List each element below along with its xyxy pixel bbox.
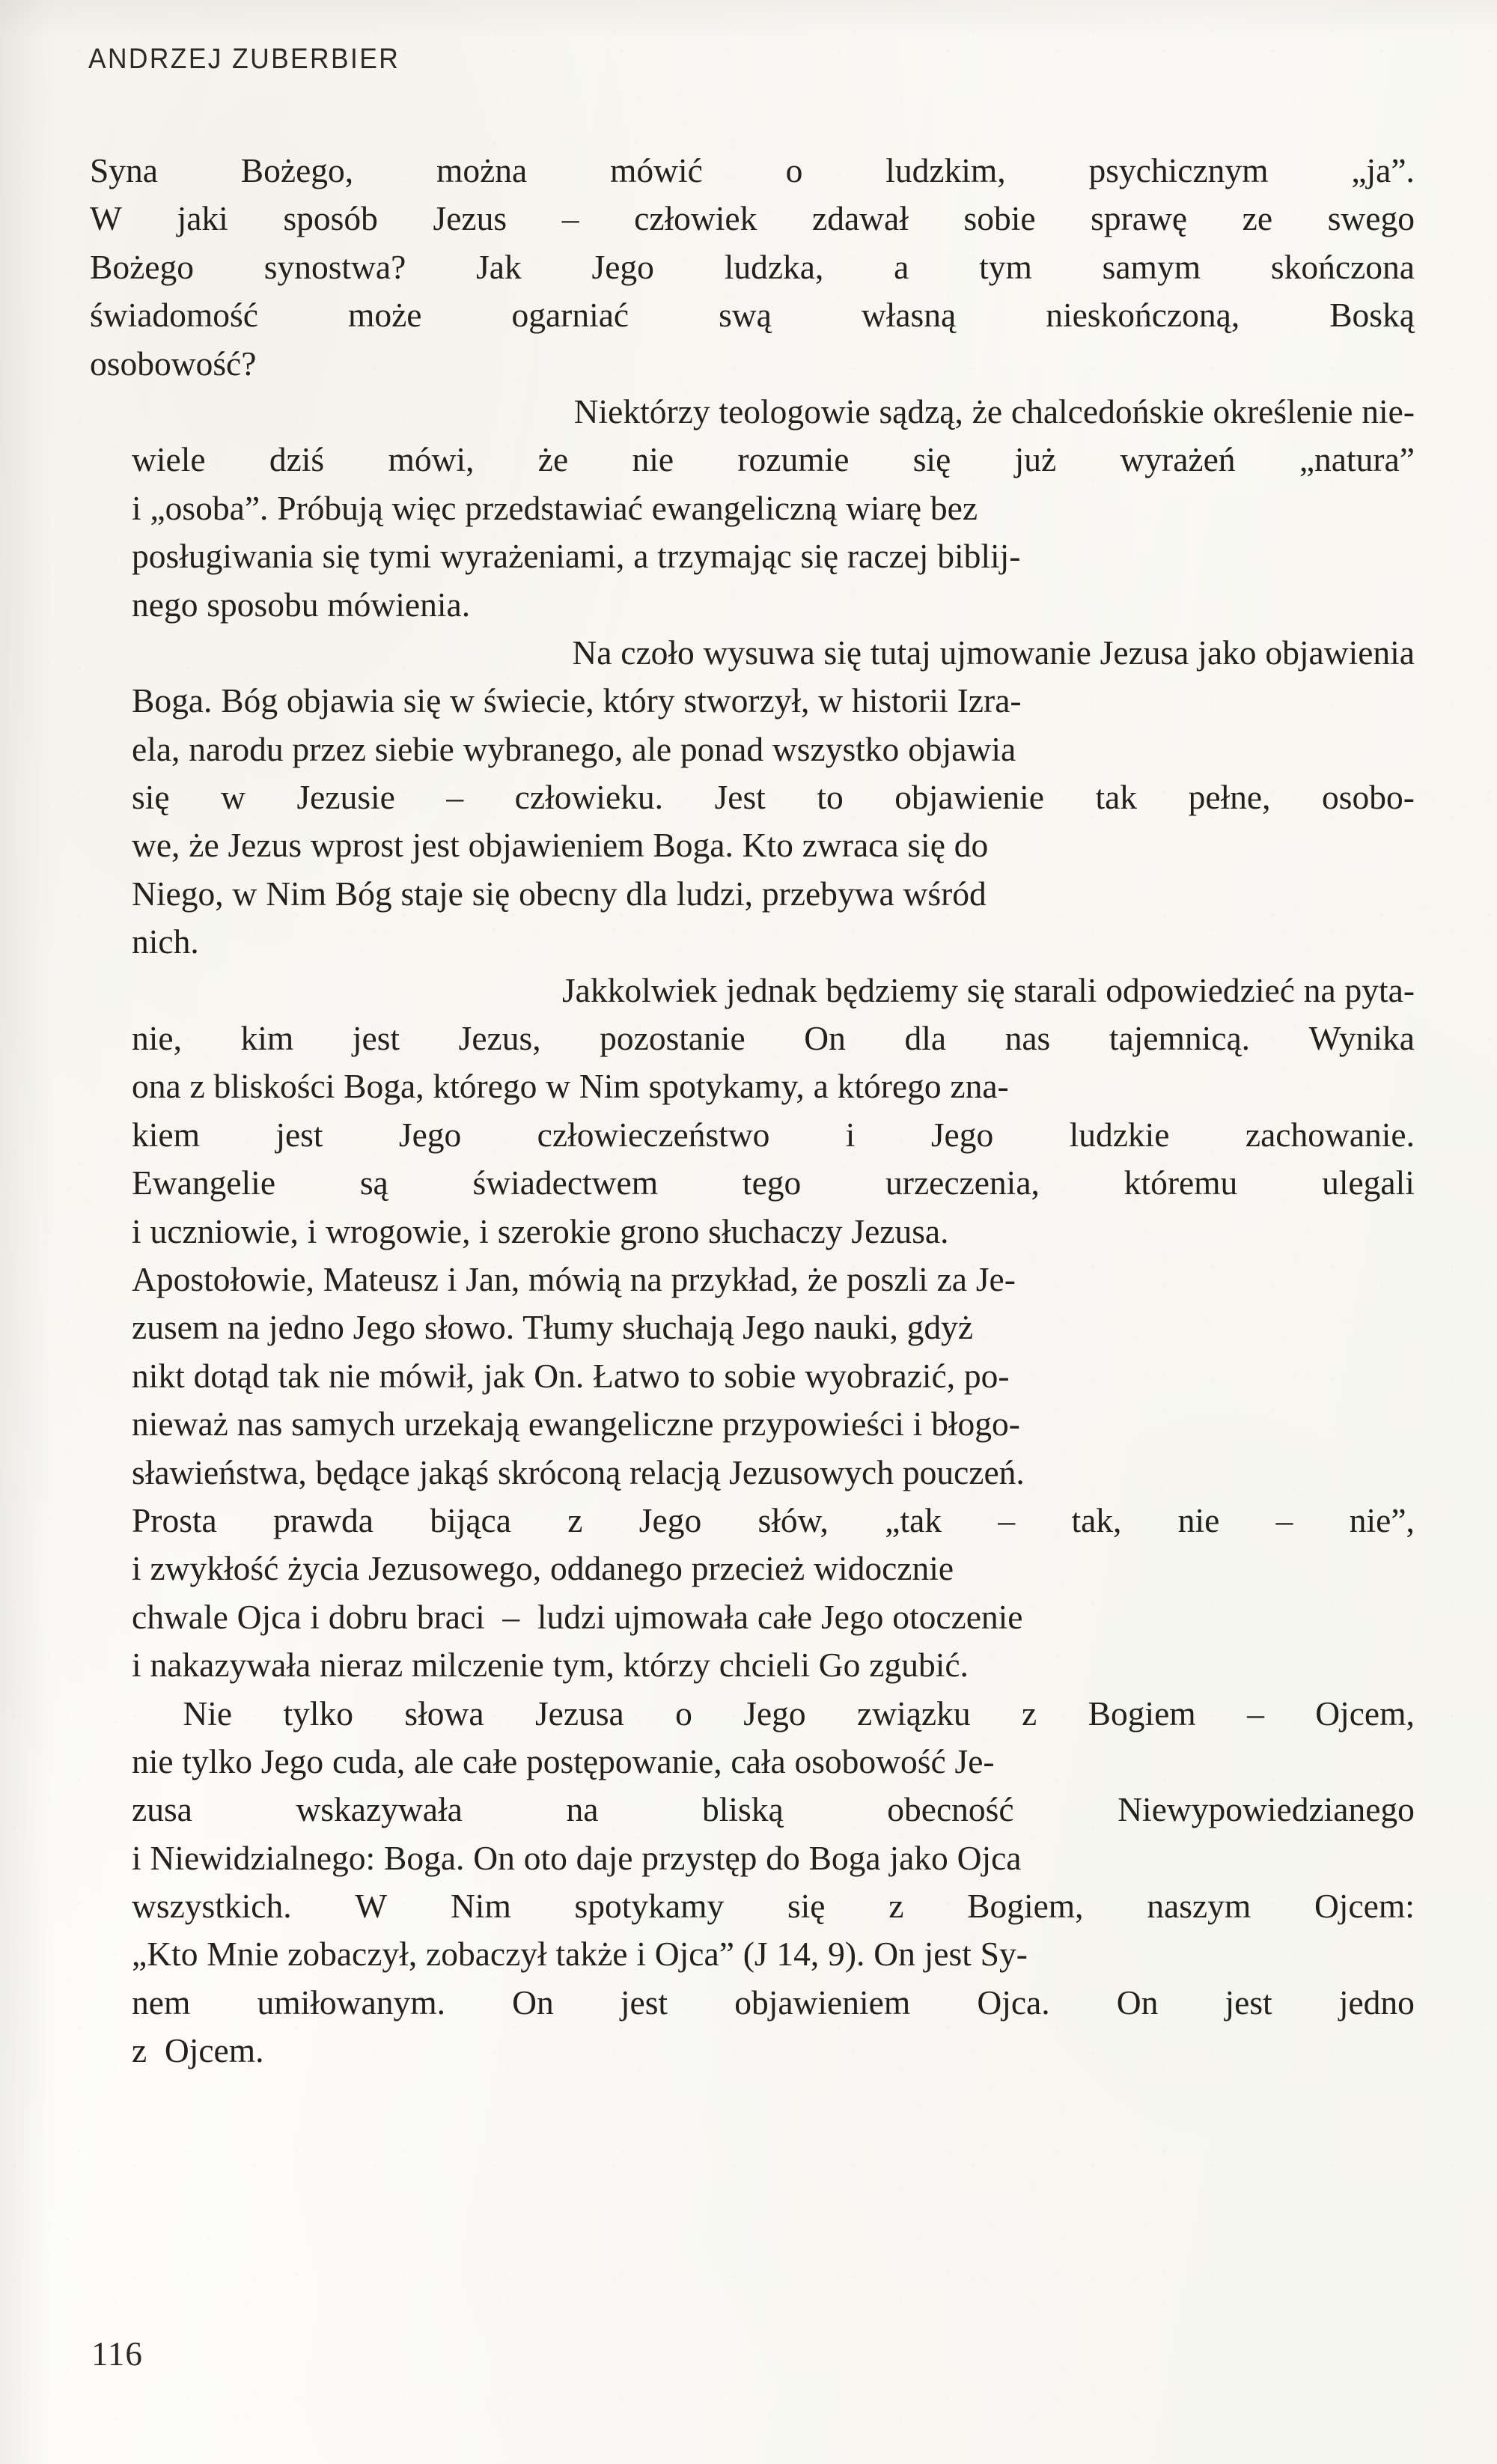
text-run: o	[675, 1694, 692, 1733]
text-run: związku	[857, 1694, 971, 1733]
text-run: –	[446, 778, 464, 817]
text-line	[90, 1400, 1415, 1448]
text-run: Jezusa	[534, 1694, 624, 1733]
text-line	[90, 581, 1415, 629]
text-run: nego sposobu mówienia.	[132, 585, 471, 624]
text-run: sprawę	[1091, 199, 1188, 238]
text-run: nie tylko Jego cuda, ale całe postępowanie, cała osobowość Je-	[132, 1741, 995, 1780]
text-line	[90, 532, 1415, 580]
text-run: W	[90, 199, 122, 238]
text-run: pozostanie	[600, 1019, 746, 1058]
text-run: na	[566, 1790, 599, 1829]
text-run: ludzkie	[1069, 1115, 1170, 1154]
text-run: psychicznym	[1088, 151, 1269, 189]
text-run: Jak	[476, 247, 522, 286]
text-run: Niewypowiedzianego	[1118, 1790, 1415, 1829]
text-run: mówić	[610, 151, 703, 189]
text-run: Jakkolwiek jednak będziemy się starali odpowiedzieć na pyta-	[561, 970, 1415, 1009]
text-run: tajemnicą.	[1109, 1019, 1251, 1058]
text-run: człowiek	[634, 199, 757, 238]
text-run: ogarniać	[511, 296, 629, 335]
text-line	[90, 1641, 1415, 1689]
text-line	[90, 1786, 1415, 1834]
text-line	[90, 1545, 1415, 1593]
text-line	[90, 340, 1415, 388]
text-run: ze	[1242, 199, 1273, 238]
text-run: tylko	[283, 1694, 354, 1733]
text-run: słów,	[757, 1500, 829, 1539]
text-run: i „osoba”. Próbują więc przedstawiać ewangeliczną wiarę bez	[132, 488, 978, 527]
text-line	[90, 629, 1415, 677]
text-run: ona z bliskości Boga, którego w Nim spotykamy, a którego zna-	[132, 1067, 1009, 1106]
text-run: słowa	[404, 1694, 484, 1733]
text-run: „tak	[885, 1500, 942, 1539]
text-run: objawieniem	[734, 1983, 911, 2022]
page-number: 116	[91, 2335, 143, 2373]
text-run: bliską	[702, 1790, 784, 1829]
text-run: Nim	[450, 1887, 511, 1926]
text-run: nieważ nas samych urzekają ewangeliczne przypowieści i błogo-	[132, 1405, 1020, 1444]
text-run: nie,	[132, 1019, 182, 1058]
text-line	[90, 1111, 1415, 1159]
text-run: –	[561, 199, 579, 238]
text-run: dla	[904, 1019, 947, 1058]
text-run: człowieczeństwo	[537, 1115, 770, 1154]
text-run: jaki	[177, 199, 228, 238]
text-run: ludzkim,	[885, 151, 1006, 189]
text-run: Nie	[183, 1694, 233, 1733]
text-run: się	[132, 778, 170, 817]
text-run: urzeczenia,	[885, 1163, 1040, 1202]
text-line	[90, 291, 1415, 339]
text-run: człowieku.	[514, 778, 664, 817]
text-run: Boską	[1329, 296, 1415, 335]
text-run: świadectwem	[472, 1163, 659, 1202]
text-run: W	[355, 1887, 388, 1926]
text-run: ulegali	[1322, 1163, 1415, 1202]
text-run: „natura”	[1299, 440, 1415, 479]
text-run: osobo-	[1322, 778, 1415, 817]
text-run: posługiwania się tymi wyrażeniami, a trzymając się raczej biblij-	[132, 537, 1021, 576]
text-run: ludzka,	[724, 247, 824, 286]
text-run: że	[537, 440, 569, 479]
text-line	[90, 243, 1415, 291]
text-run: z Ojcem.	[132, 2031, 264, 2070]
paragraph	[90, 147, 1415, 388]
text-run: wszystkich.	[132, 1887, 292, 1926]
text-line	[90, 1497, 1415, 1545]
text-run: są	[359, 1163, 388, 1202]
text-run: Jego	[930, 1115, 994, 1154]
paragraph	[90, 967, 1415, 1690]
text-run: z	[567, 1500, 583, 1539]
text-line	[90, 1690, 1415, 1738]
text-line	[90, 1159, 1415, 1207]
text-run: On	[512, 1983, 554, 2022]
text-run: i nakazywała nieraz milczenie tym, którzy chcieli Go zgubić.	[132, 1646, 969, 1685]
text-line	[90, 773, 1415, 821]
text-run: jest	[1225, 1983, 1272, 2022]
text-run: Ewangelie	[132, 1163, 276, 1202]
text-run: Jego	[591, 247, 654, 286]
text-run: nieskończoną,	[1046, 296, 1240, 335]
scan-edge-shadow-top	[0, 0, 1497, 37]
paragraph	[90, 1690, 1415, 2075]
text-run: –	[998, 1500, 1016, 1539]
text-run: sposób	[283, 199, 378, 238]
text-run: swego	[1327, 199, 1415, 238]
text-run: własną	[861, 296, 957, 335]
text-line	[90, 147, 1415, 195]
text-line	[90, 1015, 1415, 1062]
text-run: ela, narodu przez siebie wybranego, ale ponad wszystko objawia	[132, 729, 1016, 768]
text-run: Jego	[743, 1694, 806, 1733]
text-run: Na czoło wysuwa się tutaj ujmowanie Jezusa jako objawienia	[572, 633, 1415, 672]
text-line	[90, 870, 1415, 918]
text-run: Bogiem,	[967, 1887, 1084, 1926]
text-run: to	[817, 778, 844, 817]
text-run: dziś	[269, 440, 325, 479]
running-head-author: ANDRZEJ ZUBERBIER	[88, 43, 400, 75]
text-run: Ojca.	[977, 1983, 1050, 2022]
text-run: z	[888, 1887, 904, 1926]
text-run: objawienie	[894, 778, 1044, 817]
text-line	[90, 1930, 1415, 1978]
text-line	[90, 918, 1415, 966]
text-run: we, że Jezus wprost jest objawieniem Boga. Kto zwraca się do	[132, 826, 989, 865]
text-run: nas	[1004, 1019, 1051, 1058]
text-run: Bogiem	[1088, 1694, 1196, 1733]
text-run: –	[1275, 1500, 1293, 1539]
text-line	[90, 1062, 1415, 1110]
text-run: i zwykłość życia Jezusowego, oddanego przecież widocznie	[132, 1549, 954, 1588]
scan-edge-shadow-left	[0, 0, 52, 2464]
text-run: już	[1014, 440, 1057, 479]
text-run: a	[894, 247, 909, 286]
text-run: z	[1022, 1694, 1037, 1733]
text-run: zdawał	[812, 199, 909, 238]
text-line	[90, 725, 1415, 773]
text-line	[90, 821, 1415, 869]
text-line	[90, 2027, 1415, 2075]
text-run: może	[347, 296, 422, 335]
text-line	[90, 1738, 1415, 1786]
text-run: nie”,	[1349, 1500, 1415, 1539]
text-run: kiem	[132, 1115, 200, 1154]
text-run: Jego	[638, 1500, 702, 1539]
text-run: Jego	[398, 1115, 462, 1154]
text-run: nie	[632, 440, 674, 479]
text-run: Wynika	[1308, 1019, 1415, 1058]
text-line	[90, 1834, 1415, 1882]
text-run: nem	[132, 1983, 191, 2022]
text-run: pełne,	[1188, 778, 1271, 817]
text-line	[90, 484, 1415, 532]
text-run: osobowość?	[90, 344, 257, 383]
text-run: zachowanie.	[1245, 1115, 1415, 1154]
text-run: sobie	[963, 199, 1036, 238]
text-run: o	[785, 151, 803, 189]
text-run: i Niewidzialnego: Boga. On oto daje przystęp do Boga jako Ojca	[132, 1838, 1022, 1877]
text-run: wskazywała	[296, 1790, 463, 1829]
text-line	[90, 1593, 1415, 1641]
text-line	[90, 1979, 1415, 2027]
text-run: tak	[1095, 778, 1138, 817]
text-run: tym	[979, 247, 1032, 286]
text-run: umiłowanym.	[257, 1983, 445, 2022]
text-line	[90, 1352, 1415, 1400]
text-run: „ja”.	[1351, 151, 1415, 189]
text-run: Niektórzy teologowie sądzą, że chalcedońskie określenie nie-	[573, 392, 1415, 431]
text-run: samym	[1102, 247, 1201, 286]
text-run: jest	[352, 1019, 400, 1058]
text-run: Bożego,	[240, 151, 354, 189]
text-run: Ojcem:	[1314, 1887, 1415, 1926]
text-run: się	[787, 1887, 826, 1926]
paragraph	[90, 629, 1415, 967]
text-line	[90, 1882, 1415, 1930]
text-run: nich.	[132, 922, 199, 961]
text-run: tak,	[1071, 1500, 1122, 1539]
text-run: mówi,	[388, 440, 475, 479]
text-line	[90, 1449, 1415, 1497]
text-line	[90, 1208, 1415, 1256]
text-run: się	[912, 440, 951, 479]
text-run: naszym	[1147, 1887, 1251, 1926]
text-line	[90, 388, 1415, 436]
text-run: wiele	[132, 440, 206, 479]
text-run: skończona	[1270, 247, 1415, 286]
text-run: wyrażeń	[1120, 440, 1236, 479]
text-line	[90, 436, 1415, 484]
text-run: „Kto Mnie zobaczył, zobaczył także i Ojca” (J 14, 9). On jest Sy-	[132, 1935, 1028, 1974]
text-run: i uczniowie, i wrogowie, i szerokie grono słuchaczy Jezusa.	[132, 1211, 949, 1250]
text-run: synostwa?	[263, 247, 406, 286]
text-run: rozumie	[737, 440, 850, 479]
text-line	[90, 1304, 1415, 1351]
page-body-text	[90, 147, 1415, 2075]
text-run: Jest	[714, 778, 766, 817]
text-line	[90, 677, 1415, 725]
text-run: Jezusie	[296, 778, 395, 817]
text-run: swą	[719, 296, 772, 335]
text-run: On	[804, 1019, 846, 1058]
text-run: bijąca	[430, 1500, 511, 1539]
text-run: Syna	[90, 151, 158, 189]
text-run: Apostołowie, Mateusz i Jan, mówią na przykład, że poszli za Je-	[132, 1259, 1016, 1298]
text-run: jest	[620, 1983, 668, 2022]
paragraph	[90, 388, 1415, 629]
text-run: Bożego	[90, 247, 194, 286]
text-run: kim	[240, 1019, 294, 1058]
text-run: spotykamy	[574, 1887, 725, 1926]
text-run: prawda	[273, 1500, 374, 1539]
text-run: i	[845, 1115, 856, 1154]
text-run: zusa	[132, 1790, 192, 1829]
text-run: zusem na jedno Jego słowo. Tłumy słuchają Jego nauki, gdyż	[132, 1308, 974, 1347]
text-run: Jezus,	[458, 1019, 541, 1058]
text-run: nikt dotąd tak nie mówił, jak On. Łatwo to sobie wyobrazić, po-	[132, 1356, 1010, 1395]
text-run: Boga. Bóg objawia się w świecie, który stworzył, w historii Izra-	[132, 681, 1022, 720]
text-run: można	[436, 151, 528, 189]
text-run: chwale Ojca i dobru braci – ludzi ujmowała całe Jego otoczenie	[132, 1597, 1023, 1636]
text-run: Jezus	[433, 199, 507, 238]
text-run: nie	[1177, 1500, 1220, 1539]
text-run: obecność	[887, 1790, 1014, 1829]
text-run: któremu	[1123, 1163, 1238, 1202]
text-run: Prosta	[132, 1500, 217, 1539]
text-line	[90, 195, 1415, 243]
text-run: Niego, w Nim Bóg staje się obecny dla ludzi, przebywa wśród	[132, 874, 987, 913]
text-line	[90, 1256, 1415, 1304]
text-run: Ojcem,	[1315, 1694, 1415, 1733]
text-run: –	[1247, 1694, 1264, 1733]
text-run: sławieństwa, będące jakąś skróconą relacją Jezusowych pouczeń.	[132, 1452, 1025, 1491]
text-run: tego	[742, 1163, 802, 1202]
text-run: jedno	[1338, 1983, 1415, 2022]
text-run: świadomość	[90, 296, 258, 335]
text-run: jest	[275, 1115, 323, 1154]
text-run: w	[221, 778, 246, 817]
text-run: On	[1116, 1983, 1159, 2022]
text-line	[90, 967, 1415, 1015]
